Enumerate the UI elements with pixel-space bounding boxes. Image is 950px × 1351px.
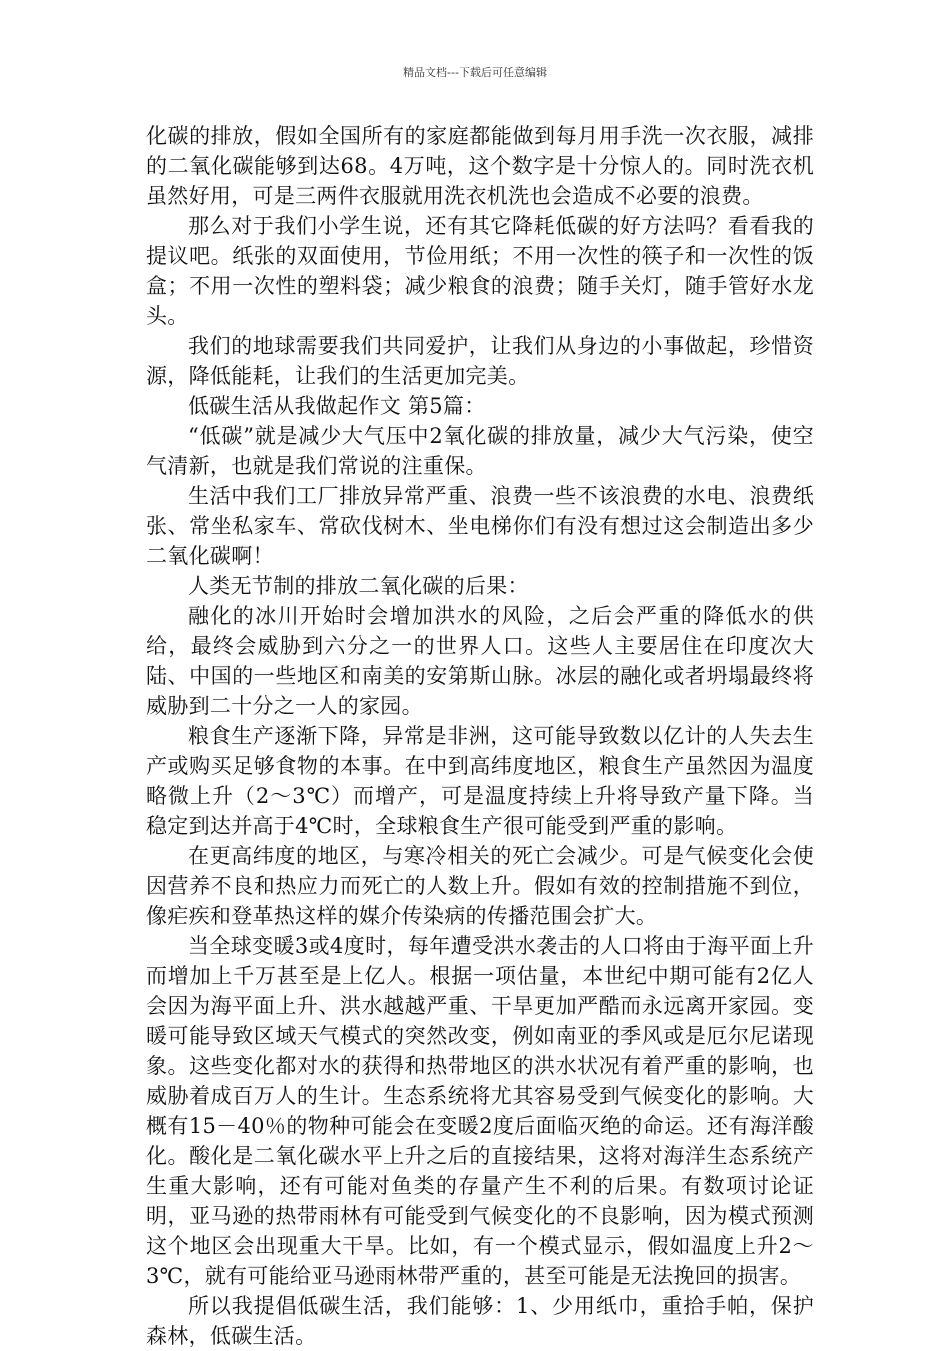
paragraph-warming-impacts: 当全球变暖3或4度时，每年遭受洪水袭击的人口将由于海平面上升而增加上千万甚至是上亿人。根据一项估量，本世纪中期可能有2亿人会因为海平面上升、洪水越越严重、干旱更加严酷而永远离开家园。变暖可能导致区域天气模式的突然改变，例如南亚的季风或是厄尔尼诺现象。这些变化都对水的获得和热带地区的洪水状况有着严重的影响，也威胁着成百万人的生计。生态系统将尤其容易受到气候变化的影响。大概有15－40％的物种可能会在变暖2度后面临灭绝的命运。还有海洋酸化。酸化是二氧化碳水平上升之后的直接结果，这将对海洋生态系统产生重大影响，还有可能对鱼类的存量产生不利的后果。有数项讨论证明，亚马逊的热带雨林有可能受到气候变化的不良影响，因为模式预测这个地区会出现重大干旱。比如，有一个模式显示，假如温度上升2～3℃，就有可能给亚马逊雨林带严重的，甚至可能是无法挽回的损害。 xyxy=(146,934,814,1288)
paragraph-daily-waste: 生活中我们工厂排放异常严重、浪费一些不该浪费的水电、浪费纸张、常坐私家车、常砍伐树木、坐电梯你们有没有想过这会制造出多少二氧化碳啊！ xyxy=(146,484,814,568)
paragraph-consequences-heading: 人类无节制的排放二氧化碳的后果： xyxy=(188,574,529,598)
document-body xyxy=(146,121,814,1351)
paragraph-suggestions: 那么对于我们小学生说，还有其它降耗低碳的好方法吗？看看我的提议吧。纸张的双面使用，节俭用纸；不用一次性的筷子和一次性的饭盒；不用一次性的塑料袋；减少粮食的浪费；随手关灯，随手管好水龙头。 xyxy=(146,214,814,328)
paragraph-protect-earth: 我们的地球需要我们共同爱护，让我们从身边的小事做起，珍惜资源，降低能耗，让我们的生活更加完美。 xyxy=(146,334,814,388)
paragraph-conclusion: 所以我提倡低碳生活，我们能够：1、少用纸巾，重拾手帕，保护森林，低碳生活。 xyxy=(146,1294,814,1348)
paragraph-health: 在更高纬度的地区，与寒冷相关的死亡会减少。可是气候变化会使因营养不良和热应力而死亡的人数上升。假如有效的控制措施不到位，像疟疾和登革热这样的媒介传染病的传播范围会扩大。 xyxy=(146,844,814,928)
paragraph-food-production: 粮食生产逐渐下降，异常是非洲，这可能导致数以亿计的人失去生产或购买足够食物的本事。在中到高纬度地区，粮食生产虽然因为温度略微上升（2～3℃）而增产，可是温度持续上升将导致产量下降。当稳定到达并高于4℃时，全球粮食生产很可能受到严重的影响。 xyxy=(146,724,814,838)
section-heading: 低碳生活从我做起作文 第5篇： xyxy=(188,394,486,418)
paragraph-glaciers: 融化的冰川开始时会增加洪水的风险，之后会严重的降低水的供给，最终会威胁到六分之一的世界人口。这些人主要居住在印度次大陆、中国的一些地区和南美的安第斯山脉。冰层的融化或者坍塌最终将威胁到二十分之一人的家园。 xyxy=(146,604,814,718)
paragraph-continuation: 化碳的排放，假如全国所有的家庭都能做到每月用手洗一次衣服，减排的二氧化碳能够到达68。4万吨，这个数字是十分惊人的。同时洗衣机虽然好用，可是三两件衣服就用洗衣机洗也会造成不必要的浪费。 xyxy=(146,124,814,208)
page-header: 精品文档---下载后可任意编辑 xyxy=(403,66,547,79)
paragraph-low-carbon-definition: “低碳”就是减少大气压中2氧化碳的排放量，减少大气污染，使空气清新，也就是我们常说的注重保。 xyxy=(146,424,814,478)
